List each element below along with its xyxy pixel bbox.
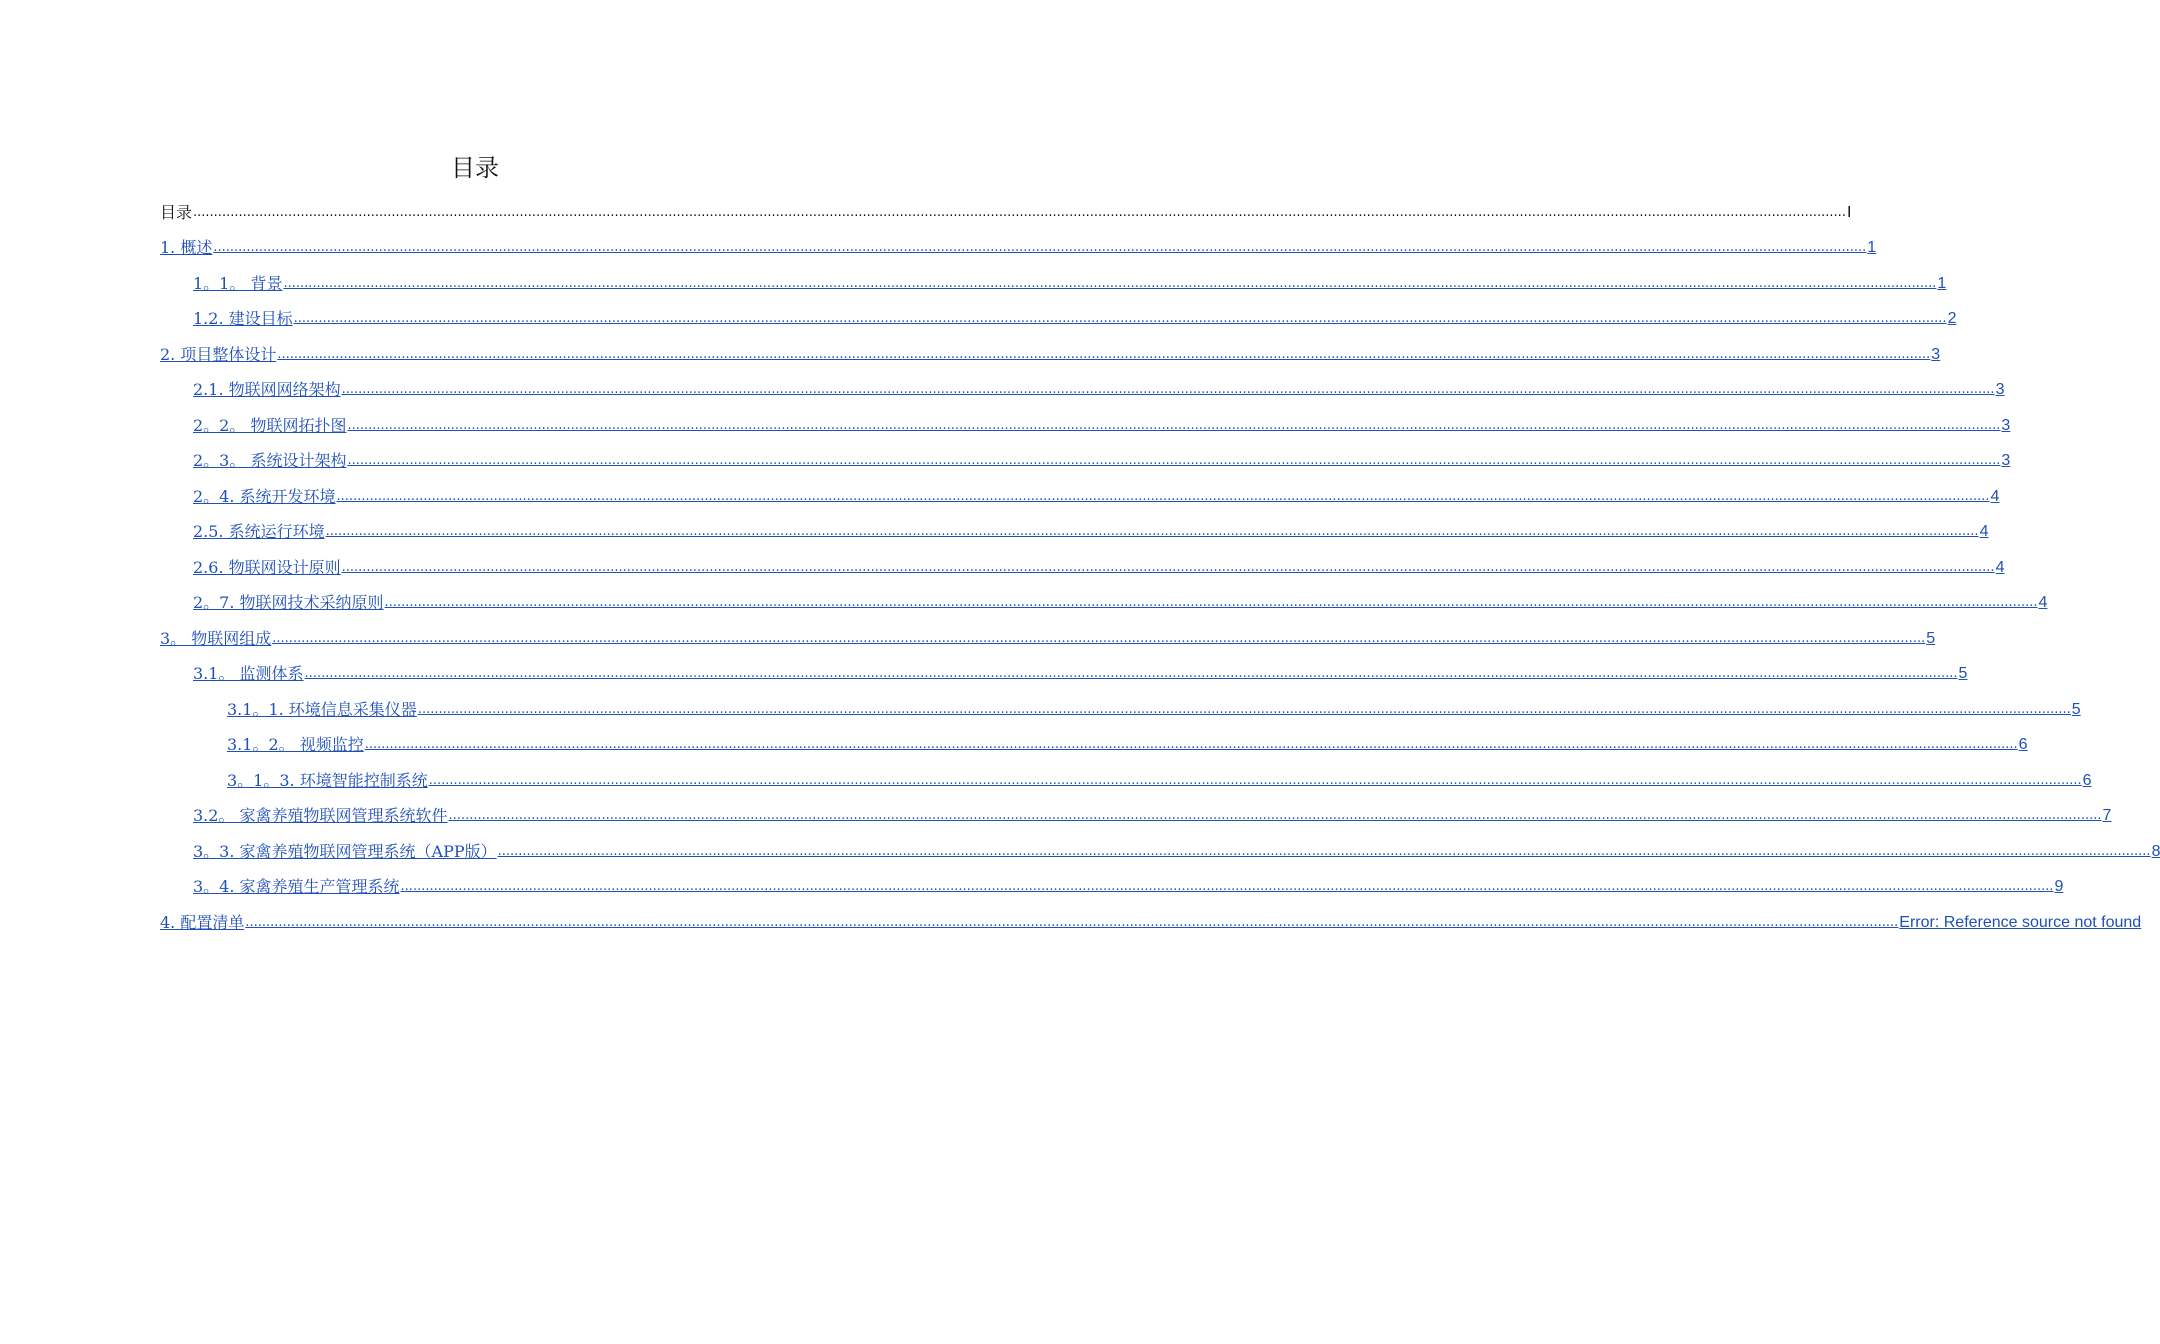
toc-entry[interactable] xyxy=(160,259,1947,295)
toc-entry-label: 2。2。 物联网拓扑图 xyxy=(193,415,347,435)
toc-entry-label: 2.1. 物联网网络架构 xyxy=(193,380,341,399)
toc-entry-label: 3。3. 家禽养殖物联网管理系统（APP版） xyxy=(193,841,497,861)
toc-entry[interactable] xyxy=(160,543,2005,579)
toc-entry[interactable] xyxy=(160,685,2081,721)
toc-page-number: 9 xyxy=(2054,878,2064,895)
toc-dot-leader: ................................................................................................................................................................................................................................................................................................................................................................................................................ xyxy=(283,275,1937,291)
toc-dot-leader: ................................................................................................................................................................................................................................................................................................................................................................................................................ xyxy=(325,524,1979,539)
toc-dot-leader: ................................................................................................................................................................................................................................................................................................................................................................................................................ xyxy=(304,666,1958,681)
toc-entry[interactable] xyxy=(160,401,2011,437)
table-of-contents xyxy=(160,188,2160,934)
toc-dot-leader: ................................................................................................................................................................................................................................................................................................................................................................................................................ xyxy=(293,311,1947,326)
toc-entry[interactable] xyxy=(160,224,1877,260)
toc-page-number: 4 xyxy=(1979,523,1989,540)
toc-entry[interactable] xyxy=(160,863,2064,899)
toc-entry[interactable] xyxy=(160,579,2048,615)
toc-entry[interactable] xyxy=(160,472,2000,508)
toc-entry[interactable] xyxy=(160,295,1957,331)
toc-entry-label: 2。3。 系统设计架构 xyxy=(193,451,347,470)
toc-entry-label: 2。4. 系统开发环境 xyxy=(193,486,336,506)
toc-dot-leader: ................................................................................................................................................................................................................................................................................................................................................................................................................ xyxy=(497,843,2151,859)
toc-dot-leader: ................................................................................................................................................................................................................................................................................................................................................................................................................ xyxy=(347,453,2001,468)
toc-dot-leader: ................................................................................................................................................................................................................................................................................................................................................................................................................ xyxy=(193,204,1846,220)
toc-page-number: 5 xyxy=(2071,700,2081,718)
toc-dot-leader: ................................................................................................................................................................................................................................................................................................................................................................................................................ xyxy=(448,808,2102,823)
toc-title: 目录 xyxy=(451,154,499,182)
toc-entry-label: 3.2。 家禽养殖物联网管理系统软件 xyxy=(193,806,448,825)
toc-entry[interactable] xyxy=(160,508,1989,544)
toc-page-number: 5 xyxy=(1958,665,1968,682)
toc-page-number: 3 xyxy=(2001,416,2011,434)
toc-page-number: 4 xyxy=(2038,594,2048,611)
toc-page-number: I xyxy=(1846,203,1852,221)
toc-entry-label: 1。1。 背景 xyxy=(193,273,283,293)
toc-entry xyxy=(160,188,1852,224)
toc-entry-label: 1.2. 建设目标 xyxy=(193,309,293,328)
toc-entry[interactable] xyxy=(160,756,2092,792)
toc-entry[interactable] xyxy=(160,614,1936,650)
toc-entry-label: 3。 物联网组成 xyxy=(160,628,272,648)
toc-entry[interactable] xyxy=(160,827,2160,863)
toc-page-number: 5 xyxy=(1926,629,1936,647)
toc-dot-leader: ................................................................................................................................................................................................................................................................................................................................................................................................................ xyxy=(336,488,1990,504)
toc-dot-leader: ................................................................................................................................................................................................................................................................................................................................................................................................................ xyxy=(245,914,1899,930)
toc-entry[interactable] xyxy=(160,792,2112,828)
toc-page-number: 7 xyxy=(2102,807,2112,824)
toc-dot-leader: ................................................................................................................................................................................................................................................................................................................................................................................................................ xyxy=(347,417,2001,433)
toc-page-number: 3 xyxy=(2001,452,2011,469)
toc-entry-label: 2.6. 物联网设计原则 xyxy=(193,557,341,577)
toc-entry-label: 3。1。3. 环境智能控制系统 xyxy=(227,770,428,790)
toc-page-number: 2 xyxy=(1947,310,1957,327)
toc-page-number: 8 xyxy=(2151,842,2160,860)
toc-page-number: 1 xyxy=(1867,239,1877,256)
toc-dot-leader: ................................................................................................................................................................................................................................................................................................................................................................................................................ xyxy=(213,240,1867,255)
toc-page-number: 4 xyxy=(1995,558,2005,576)
toc-entry-label: 2.5. 系统运行环境 xyxy=(193,522,325,541)
toc-entry-label: 1. 概述 xyxy=(160,238,213,257)
toc-dot-leader: ................................................................................................................................................................................................................................................................................................................................................................................................................ xyxy=(341,382,1995,397)
toc-entry[interactable] xyxy=(160,898,2142,934)
toc-dot-leader: ................................................................................................................................................................................................................................................................................................................................................................................................................ xyxy=(400,879,2054,894)
toc-entry[interactable] xyxy=(160,650,1968,686)
toc-dot-leader: ................................................................................................................................................................................................................................................................................................................................................................................................................ xyxy=(428,772,2082,788)
toc-entry-label: 3.1。 监测体系 xyxy=(193,664,304,683)
toc-entry-label: 目录 xyxy=(160,202,193,222)
toc-dot-leader: ................................................................................................................................................................................................................................................................................................................................................................................................................ xyxy=(384,595,2038,610)
toc-entry[interactable] xyxy=(160,721,2028,757)
toc-page-number: 3 xyxy=(1931,345,1941,363)
toc-page-number: 6 xyxy=(2018,736,2028,753)
toc-entry-label: 3。4. 家禽养殖生产管理系统 xyxy=(193,877,400,896)
toc-page-number: 1 xyxy=(1937,274,1947,292)
toc-page-number: 3 xyxy=(1995,381,2005,398)
toc-entry[interactable] xyxy=(160,330,1941,366)
toc-page-number: 6 xyxy=(2082,771,2092,789)
toc-entry-label: 2. 项目整体设计 xyxy=(160,344,277,364)
toc-entry-label: 3.1。2。 视频监控 xyxy=(227,735,364,754)
toc-entry-label: 4. 配置清单 xyxy=(160,912,245,932)
toc-dot-leader: ................................................................................................................................................................................................................................................................................................................................................................................................................ xyxy=(417,701,2071,717)
toc-dot-leader: ................................................................................................................................................................................................................................................................................................................................................................................................................ xyxy=(341,559,1995,575)
toc-entry[interactable] xyxy=(160,437,2011,473)
toc-dot-leader: ................................................................................................................................................................................................................................................................................................................................................................................................................ xyxy=(364,737,2018,752)
toc-entry-label: 2。7. 物联网技术采纳原则 xyxy=(193,593,384,612)
toc-entry-label: 3.1。1. 环境信息采集仪器 xyxy=(227,699,417,719)
toc-page-number: Error: Reference source not found xyxy=(1899,913,2142,931)
toc-dot-leader: ................................................................................................................................................................................................................................................................................................................................................................................................................ xyxy=(272,630,1926,646)
toc-dot-leader: ................................................................................................................................................................................................................................................................................................................................................................................................................ xyxy=(277,346,1931,362)
toc-entry[interactable] xyxy=(160,366,2005,402)
toc-page-number: 4 xyxy=(1990,487,2000,505)
